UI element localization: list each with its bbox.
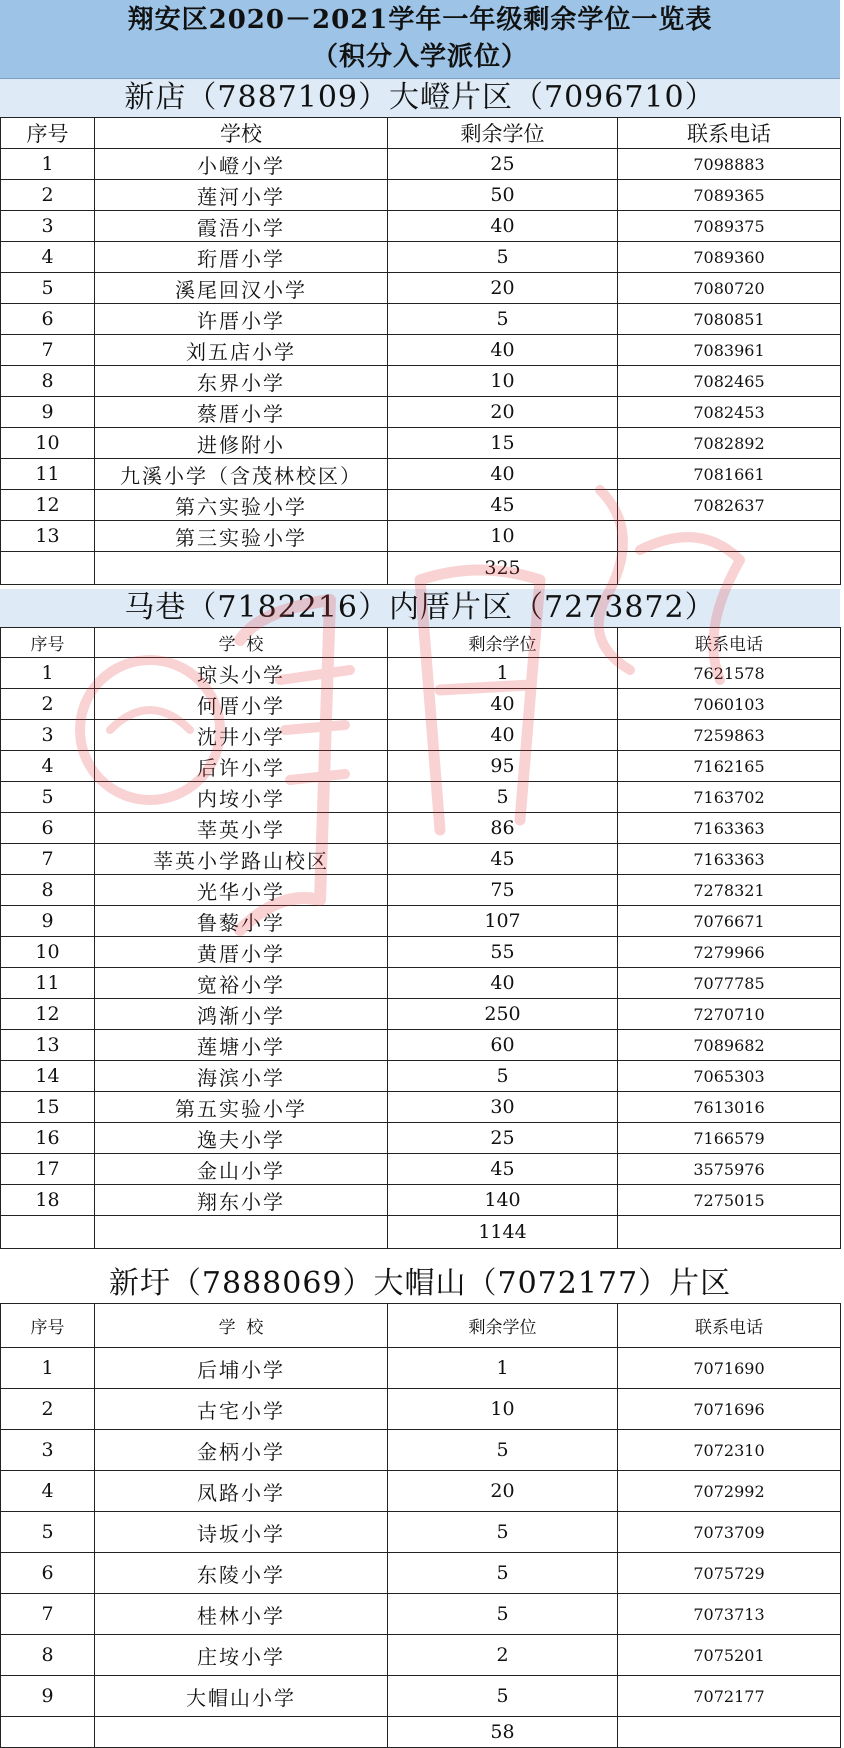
- row-index: 8: [1, 1635, 95, 1676]
- phone-number: 7259863: [618, 720, 841, 751]
- school-name: 逸夫小学: [95, 1123, 388, 1154]
- school-name: 珩厝小学: [95, 242, 388, 273]
- row-index: 8: [1, 875, 95, 906]
- table-row: [1, 937, 841, 968]
- remaining-seats: 40: [388, 211, 618, 242]
- school-name: 琼头小学: [95, 658, 388, 689]
- row-index: 3: [1, 1430, 95, 1471]
- total-row: [1, 1717, 841, 1748]
- phone-number: [618, 521, 841, 552]
- school-name: 宽裕小学: [95, 968, 388, 999]
- phone-number: 7083961: [618, 335, 841, 366]
- school-name: 何厝小学: [95, 689, 388, 720]
- remaining-seats: 107: [388, 906, 618, 937]
- school-name: 小嶝小学: [95, 149, 388, 180]
- table-row: [1, 875, 841, 906]
- school-name: 翔东小学: [95, 1185, 388, 1216]
- table-maxiang-neicuo: [0, 627, 841, 1249]
- row-index: 17: [1, 1154, 95, 1185]
- phone-number: 7077785: [618, 968, 841, 999]
- phone-number: 7166579: [618, 1123, 841, 1154]
- school-name: 金柄小学: [95, 1430, 388, 1471]
- remaining-seats: 10: [388, 1389, 618, 1430]
- phone-number: 7089375: [618, 211, 841, 242]
- school-name: 金山小学: [95, 1154, 388, 1185]
- table-row: [1, 1348, 841, 1389]
- row-index: 15: [1, 1092, 95, 1123]
- phone-number: 7163363: [618, 844, 841, 875]
- remaining-seats: 60: [388, 1030, 618, 1061]
- remaining-seats: 55: [388, 937, 618, 968]
- table-row: [1, 1594, 841, 1635]
- row-index: 4: [1, 1471, 95, 1512]
- school-name: 东陵小学: [95, 1553, 388, 1594]
- total-seats: 325: [388, 552, 618, 585]
- table-row: [1, 658, 841, 689]
- remaining-seats: 45: [388, 844, 618, 875]
- table-row: [1, 999, 841, 1030]
- table-row: [1, 180, 841, 211]
- school-name: 诗坂小学: [95, 1512, 388, 1553]
- phone-number: 7163363: [618, 813, 841, 844]
- remaining-seats: 250: [388, 999, 618, 1030]
- remaining-seats: 140: [388, 1185, 618, 1216]
- phone-number: 7075201: [618, 1635, 841, 1676]
- school-name: 第三实验小学: [95, 521, 388, 552]
- title-line-1: 翔安区2020－2021学年一年级剩余学位一览表: [127, 5, 713, 35]
- title-line-2: （积分入学派位）: [311, 42, 528, 72]
- table-header: [1, 1304, 841, 1348]
- table-row: [1, 813, 841, 844]
- phone-number: 7081661: [618, 459, 841, 490]
- remaining-seats: 10: [388, 366, 618, 397]
- row-index: 8: [1, 366, 95, 397]
- row-index: 2: [1, 689, 95, 720]
- row-index: 1: [1, 149, 95, 180]
- school-name: 鸿渐小学: [95, 999, 388, 1030]
- row-index: 13: [1, 1030, 95, 1061]
- table-row: [1, 242, 841, 273]
- phone-number: 7278321: [618, 875, 841, 906]
- row-index: 5: [1, 782, 95, 813]
- phone-number: 7162165: [618, 751, 841, 782]
- table-row: [1, 428, 841, 459]
- school-name: 后许小学: [95, 751, 388, 782]
- school-name: 九溪小学（含茂林校区）: [95, 459, 388, 490]
- total-row: [1, 552, 841, 585]
- row-index: 12: [1, 999, 95, 1030]
- phone-number: 7060103: [618, 689, 841, 720]
- header-phone: 联系电话: [618, 118, 841, 149]
- row-index: 2: [1, 1389, 95, 1430]
- table-row: [1, 397, 841, 428]
- row-index: 2: [1, 180, 95, 211]
- school-name: 凤路小学: [95, 1471, 388, 1512]
- row-index: 14: [1, 1061, 95, 1092]
- header-index: 序号: [1, 628, 95, 658]
- phone-number: 7098883: [618, 149, 841, 180]
- school-name: 大帽山小学: [95, 1676, 388, 1717]
- phone-number: 3575976: [618, 1154, 841, 1185]
- phone-number: 7163702: [618, 782, 841, 813]
- phone-number: 7073713: [618, 1594, 841, 1635]
- row-index: 3: [1, 720, 95, 751]
- phone-number: 7082465: [618, 366, 841, 397]
- row-index: 7: [1, 335, 95, 366]
- phone-number: 7082637: [618, 490, 841, 521]
- table-header: [1, 118, 841, 149]
- total-seats: 1144: [388, 1216, 618, 1249]
- total-row: [1, 1216, 841, 1249]
- table-xindian-dadeng: [0, 117, 841, 585]
- table-row: [1, 1676, 841, 1717]
- table-row: [1, 968, 841, 999]
- table-row: [1, 521, 841, 552]
- remaining-seats: 5: [388, 1512, 618, 1553]
- row-index: 10: [1, 937, 95, 968]
- table-row: [1, 906, 841, 937]
- total-seats: 58: [388, 1717, 618, 1748]
- row-index: 9: [1, 1676, 95, 1717]
- row-index: 5: [1, 1512, 95, 1553]
- table-row: [1, 782, 841, 813]
- table-row: [1, 1430, 841, 1471]
- table-row: [1, 211, 841, 242]
- header-phone: 联系电话: [618, 628, 841, 658]
- remaining-seats: 45: [388, 1154, 618, 1185]
- table-row: [1, 751, 841, 782]
- header-school: 学 校: [95, 628, 388, 658]
- remaining-seats: 20: [388, 1471, 618, 1512]
- remaining-seats: 5: [388, 242, 618, 273]
- table-row: [1, 1061, 841, 1092]
- school-name: 莲塘小学: [95, 1030, 388, 1061]
- remaining-seats: 40: [388, 720, 618, 751]
- table-row: [1, 273, 841, 304]
- remaining-seats: 5: [388, 304, 618, 335]
- phone-number: 7275015: [618, 1185, 841, 1216]
- school-name: 进修附小: [95, 428, 388, 459]
- remaining-seats: 40: [388, 459, 618, 490]
- remaining-seats: 15: [388, 428, 618, 459]
- table-row: [1, 1553, 841, 1594]
- remaining-seats: 5: [388, 1553, 618, 1594]
- row-index: 3: [1, 211, 95, 242]
- school-name: 溪尾回汉小学: [95, 273, 388, 304]
- phone-number: 7065303: [618, 1061, 841, 1092]
- phone-number: 7071690: [618, 1348, 841, 1389]
- phone-number: 7089365: [618, 180, 841, 211]
- remaining-seats: 1: [388, 658, 618, 689]
- school-name: 霞浯小学: [95, 211, 388, 242]
- row-index: 16: [1, 1123, 95, 1154]
- phone-number: 7080851: [618, 304, 841, 335]
- remaining-seats: 50: [388, 180, 618, 211]
- section-title-xinwei-damaoshan: 新圩（7888069）大帽山（7072177）片区: [0, 1265, 840, 1303]
- remaining-seats: 5: [388, 1676, 618, 1717]
- school-name: 东界小学: [95, 366, 388, 397]
- remaining-seats: 40: [388, 335, 618, 366]
- phone-number: 7613016: [618, 1092, 841, 1123]
- school-name: 黄厝小学: [95, 937, 388, 968]
- table-row: [1, 1123, 841, 1154]
- header-seats: 剩余学位: [388, 1304, 618, 1348]
- table-row: [1, 1092, 841, 1123]
- header-index: 序号: [1, 1304, 95, 1348]
- school-name: 莲河小学: [95, 180, 388, 211]
- row-index: 9: [1, 397, 95, 428]
- row-index: 9: [1, 906, 95, 937]
- school-name: 莘英小学路山校区: [95, 844, 388, 875]
- table-row: [1, 366, 841, 397]
- header-seats: 剩余学位: [388, 628, 618, 658]
- row-index: 5: [1, 273, 95, 304]
- phone-number: 7071696: [618, 1389, 841, 1430]
- row-index: 1: [1, 1348, 95, 1389]
- school-name: 海滨小学: [95, 1061, 388, 1092]
- phone-number: 7072310: [618, 1430, 841, 1471]
- phone-number: 7621578: [618, 658, 841, 689]
- row-index: 4: [1, 751, 95, 782]
- row-index: 4: [1, 242, 95, 273]
- remaining-seats: 5: [388, 1061, 618, 1092]
- phone-number: 7089360: [618, 242, 841, 273]
- remaining-seats: 10: [388, 521, 618, 552]
- remaining-seats: 1: [388, 1348, 618, 1389]
- row-index: 1: [1, 658, 95, 689]
- phone-number: 7279966: [618, 937, 841, 968]
- school-name: 桂林小学: [95, 1594, 388, 1635]
- row-index: 18: [1, 1185, 95, 1216]
- row-index: 6: [1, 813, 95, 844]
- table-row: [1, 1635, 841, 1676]
- remaining-seats: 5: [388, 782, 618, 813]
- row-index: 11: [1, 968, 95, 999]
- row-index: 6: [1, 1553, 95, 1594]
- row-index: 13: [1, 521, 95, 552]
- phone-number: 7082892: [618, 428, 841, 459]
- table-header: [1, 628, 841, 658]
- school-name: 沈井小学: [95, 720, 388, 751]
- table-row: [1, 149, 841, 180]
- remaining-seats: 45: [388, 490, 618, 521]
- school-name: 后埔小学: [95, 1348, 388, 1389]
- header-index: 序号: [1, 118, 95, 149]
- table-row: [1, 1154, 841, 1185]
- school-name: 古宅小学: [95, 1389, 388, 1430]
- header-school: 学 校: [95, 1304, 388, 1348]
- table-row: [1, 490, 841, 521]
- remaining-seats: 5: [388, 1430, 618, 1471]
- section-title-maxiang-neicuo: 马巷（7182216）内厝片区（7273872）: [0, 589, 840, 627]
- table-row: [1, 844, 841, 875]
- table-row: [1, 1512, 841, 1553]
- row-index: 10: [1, 428, 95, 459]
- remaining-seats: 5: [388, 1594, 618, 1635]
- remaining-seats: 75: [388, 875, 618, 906]
- header-school: 学校: [95, 118, 388, 149]
- row-index: 7: [1, 1594, 95, 1635]
- remaining-seats: 30: [388, 1092, 618, 1123]
- remaining-seats: 86: [388, 813, 618, 844]
- table-row: [1, 1471, 841, 1512]
- phone-number: 7080720: [618, 273, 841, 304]
- document-title: [0, 0, 840, 79]
- phone-number: 7076671: [618, 906, 841, 937]
- remaining-seats: 25: [388, 1123, 618, 1154]
- header-phone: 联系电话: [618, 1304, 841, 1348]
- remaining-seats: 2: [388, 1635, 618, 1676]
- remaining-seats: 95: [388, 751, 618, 782]
- phone-number: 7082453: [618, 397, 841, 428]
- table-row: [1, 1185, 841, 1216]
- school-name: 莘英小学: [95, 813, 388, 844]
- school-name: 鲁藜小学: [95, 906, 388, 937]
- school-name: 庄垵小学: [95, 1635, 388, 1676]
- header-seats: 剩余学位: [388, 118, 618, 149]
- table-row: [1, 689, 841, 720]
- phone-number: 7089682: [618, 1030, 841, 1061]
- school-name: 蔡厝小学: [95, 397, 388, 428]
- section-title-xindian-dadeng: 新店（7887109）大嶝片区（7096710）: [0, 79, 840, 117]
- phone-number: 7270710: [618, 999, 841, 1030]
- phone-number: 7072992: [618, 1471, 841, 1512]
- table-row: [1, 1030, 841, 1061]
- remaining-seats: 40: [388, 968, 618, 999]
- school-name: 刘五店小学: [95, 335, 388, 366]
- table-row: [1, 720, 841, 751]
- row-index: 11: [1, 459, 95, 490]
- remaining-seats: 40: [388, 689, 618, 720]
- phone-number: 7072177: [618, 1676, 841, 1717]
- school-name: 第五实验小学: [95, 1092, 388, 1123]
- remaining-seats: 25: [388, 149, 618, 180]
- table-row: [1, 304, 841, 335]
- school-name: 第六实验小学: [95, 490, 388, 521]
- school-name: 许厝小学: [95, 304, 388, 335]
- phone-number: 7075729: [618, 1553, 841, 1594]
- phone-number: 7073709: [618, 1512, 841, 1553]
- row-index: 7: [1, 844, 95, 875]
- table-row: [1, 1389, 841, 1430]
- school-name: 光华小学: [95, 875, 388, 906]
- table-row: [1, 459, 841, 490]
- remaining-seats: 20: [388, 397, 618, 428]
- table-xinwei-damaoshan: [0, 1303, 841, 1748]
- table-row: [1, 335, 841, 366]
- row-index: 12: [1, 490, 95, 521]
- school-name: 内垵小学: [95, 782, 388, 813]
- remaining-seats: 20: [388, 273, 618, 304]
- row-index: 6: [1, 304, 95, 335]
